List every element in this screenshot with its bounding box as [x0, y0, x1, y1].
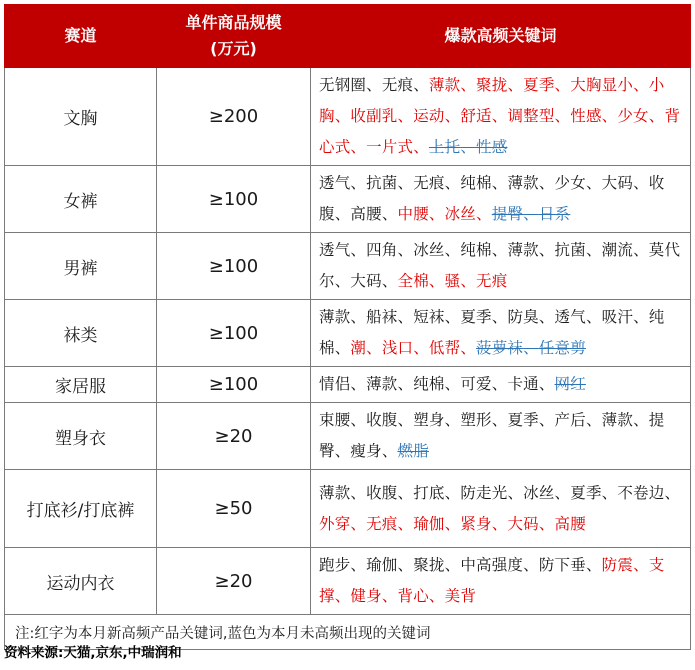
keyword: 潮 — [350, 339, 367, 357]
keyword: 大码 — [507, 514, 539, 533]
keyword-separator: 、 — [444, 556, 461, 574]
keyword-separator: 、 — [350, 241, 367, 259]
keyword-separator: 、 — [381, 587, 398, 605]
scale-cell: ≥100 — [157, 166, 311, 233]
keyword: 运动 — [413, 107, 445, 125]
keyword: 中腰 — [397, 205, 429, 223]
keyword-separator: 、 — [633, 556, 649, 574]
keyword: 潮流 — [601, 241, 634, 259]
scale-cell: ≥100 — [157, 233, 311, 300]
keyword: 任意剪 — [538, 339, 586, 357]
keyword-separator: 、 — [601, 483, 618, 502]
keyword-separator: 、 — [428, 205, 445, 223]
keyword-separator: 、 — [381, 205, 398, 223]
keyword-separator: 、 — [507, 483, 524, 502]
header-track: 赛道 — [5, 5, 157, 68]
keyword-separator: 、 — [538, 241, 555, 259]
track-cell: 家居服 — [5, 367, 157, 403]
keyword: 抗菌 — [554, 241, 586, 259]
keyword: 收腹 — [366, 411, 398, 429]
keyword-separator: 、 — [538, 411, 555, 429]
keyword: 燃脂 — [397, 442, 429, 460]
keyword-separator: 、 — [350, 483, 367, 502]
keyword: 调整型 — [507, 107, 555, 125]
keyword: 夏季 — [507, 411, 539, 429]
keyword: 中高强度 — [460, 556, 524, 574]
keyword-separator: 、 — [460, 76, 477, 94]
keyword-separator: 、 — [585, 411, 602, 429]
keyword-separator: 、 — [334, 587, 351, 605]
keyword: 无钢圈 — [319, 76, 367, 94]
keyword: 高腰 — [554, 514, 586, 533]
scale-cell: ≥50 — [157, 470, 311, 548]
keyword-separator: 、 — [460, 272, 477, 290]
keyword: 纯棉 — [319, 308, 665, 357]
keyword: 大码 — [601, 174, 634, 192]
keyword: 薄款 — [319, 483, 351, 502]
table-row — [5, 166, 691, 233]
keyword: 大胸显小 — [570, 76, 634, 94]
keyword-separator: 、 — [334, 107, 351, 125]
keyword-separator: 、 — [444, 308, 461, 326]
scale-cell: ≥20 — [157, 548, 311, 615]
keyword: 提臀 — [319, 411, 665, 460]
keyword: 无痕 — [413, 174, 445, 192]
keyword: 防走光 — [460, 483, 508, 502]
keyword: 日系 — [538, 205, 571, 223]
scale-cell: ≥200 — [157, 68, 311, 166]
keyword: 薄款 — [507, 174, 539, 192]
keyword-separator: 、 — [334, 205, 351, 223]
keyword-separator: 、 — [648, 107, 665, 125]
keyword-separator: 、 — [491, 107, 508, 125]
track-cell: 打底衫/打底裤 — [5, 470, 157, 548]
keyword-separator: 、 — [350, 375, 367, 393]
keyword-separator: 、 — [585, 174, 602, 192]
keyword: 束腰 — [319, 411, 351, 429]
keyword: 网红 — [554, 375, 586, 393]
keyword-separator: 、 — [397, 483, 414, 502]
keyword-separator: 、 — [444, 411, 461, 429]
keyword-separator: 、 — [350, 411, 367, 429]
keyword-separator: 、 — [664, 483, 681, 502]
keyword-separator: 、 — [334, 339, 351, 357]
table-row — [5, 367, 691, 403]
keyword-separator: 、 — [428, 587, 445, 605]
keyword-separator: 、 — [476, 205, 492, 223]
keyword: 冰丝 — [444, 205, 477, 223]
keyword: 冰丝 — [413, 241, 445, 259]
keyword: 卡通 — [507, 375, 539, 393]
keyword: 可爱 — [460, 375, 492, 393]
table-row — [5, 233, 691, 300]
keyword: 船袜 — [366, 308, 398, 326]
keyword-separator: 、 — [350, 308, 367, 326]
keyword: 无痕 — [366, 514, 398, 533]
note-text: 注:红字为本月新高频产品关键词,蓝色为本月未高频出现的关键词 — [5, 615, 691, 650]
keyword-separator: 、 — [507, 76, 524, 94]
track-cell: 袜类 — [5, 300, 157, 367]
keyword: 聚拢 — [413, 556, 445, 574]
keyword-separator: 、 — [397, 514, 414, 533]
keyword-separator: 、 — [381, 272, 398, 290]
keyword: 四角 — [366, 241, 398, 259]
keyword-separator: 、 — [460, 339, 477, 357]
keyword-separator: 、 — [491, 514, 508, 533]
keywords-cell — [311, 403, 691, 470]
keyword: 美背 — [444, 587, 477, 605]
keyword: 收副乳 — [350, 107, 398, 125]
keyword-separator: 、 — [397, 411, 414, 429]
keyword: 短袜 — [413, 308, 445, 326]
keyword: 骚 — [444, 272, 461, 290]
keyword-separator: 、 — [350, 514, 367, 533]
keyword: 少女 — [617, 107, 649, 125]
keyword: 收腹 — [366, 483, 398, 502]
keyword: 瑜伽 — [413, 514, 445, 533]
keyword-separator: 、 — [633, 76, 649, 94]
keyword: 薄款 — [507, 241, 539, 259]
keyword-separator: 、 — [350, 138, 367, 156]
header-scale-line1: 单件商品规模 — [185, 13, 282, 32]
keyword: 提臀 — [491, 205, 524, 223]
keyword: 纯棉 — [413, 375, 445, 393]
keyword-separator: 、 — [633, 308, 649, 326]
track-cell: 文胸 — [5, 68, 157, 166]
keyword: 高腰 — [350, 205, 382, 223]
keyword-separator: 、 — [585, 308, 602, 326]
keywords-cell — [311, 470, 691, 548]
header-keywords: 爆款高频关键词 — [311, 5, 691, 68]
keyword: 聚拢 — [476, 76, 508, 94]
keyword-separator: 、 — [633, 174, 649, 192]
keyword-separator: 、 — [491, 308, 508, 326]
table-body — [5, 68, 691, 615]
keyword-separator: 、 — [397, 556, 414, 574]
keyword-separator: 、 — [350, 556, 367, 574]
keyword: 性感 — [570, 107, 602, 125]
keyword: 支撑 — [319, 556, 665, 605]
keyword: 低帮 — [428, 339, 461, 357]
keyword: 抗菌 — [366, 174, 398, 192]
keyword: 小胸 — [319, 76, 665, 125]
keyword: 塑形 — [460, 411, 492, 429]
keyword: 大码 — [350, 272, 382, 290]
table-row — [5, 403, 691, 470]
keyword-separator: 、 — [538, 174, 555, 192]
keyword: 跑步 — [319, 556, 351, 574]
track-cell: 男裤 — [5, 233, 157, 300]
keyword: 收腹 — [319, 174, 665, 223]
keyword-separator: 、 — [585, 556, 602, 574]
keyword: 薄款 — [366, 375, 398, 393]
keyword-separator: 、 — [444, 514, 461, 533]
keyword: 夏季 — [570, 483, 602, 502]
keyword-separator: 、 — [601, 107, 618, 125]
keyword: 纯棉 — [460, 174, 492, 192]
keyword-separator: 、 — [554, 107, 571, 125]
scale-cell: ≥20 — [157, 403, 311, 470]
keyword: 全棉 — [397, 272, 429, 290]
keyword: 紧身 — [460, 514, 492, 533]
track-cell: 运动内衣 — [5, 548, 157, 615]
keyword-separator: 、 — [350, 174, 367, 192]
keyword-separator: 、 — [444, 483, 461, 502]
keyword: 薄款 — [319, 308, 351, 326]
keyword-separator: 、 — [554, 483, 571, 502]
keyword-separator: 、 — [444, 174, 461, 192]
keyword-separator: 、 — [397, 241, 414, 259]
keyword: 薄款 — [428, 76, 461, 94]
keyword: 浅口 — [381, 339, 414, 357]
keyword: 打底 — [413, 483, 445, 502]
keyword: 上托 — [428, 138, 461, 156]
keyword: 少女 — [554, 174, 586, 192]
keyword: 不卷边 — [617, 483, 665, 502]
keywords-cell — [311, 166, 691, 233]
header-scale-line2: (万元) — [210, 39, 257, 58]
keyword: 瑜伽 — [366, 556, 398, 574]
keyword-separator: 、 — [381, 442, 398, 460]
keyword-separator: 、 — [491, 174, 508, 192]
keyword-separator: 、 — [444, 241, 461, 259]
keyword: 健身 — [350, 587, 382, 605]
source-note: 资料来源:天猫,京东,中瑞润和 — [4, 645, 182, 661]
keyword-separator: 、 — [538, 308, 555, 326]
keywords-cell — [311, 233, 691, 300]
keyword-separator: 、 — [523, 556, 539, 574]
keyword-separator: 、 — [491, 411, 508, 429]
keywords-cell — [311, 548, 691, 615]
keyword-separator: 、 — [538, 375, 555, 393]
keyword: 一片式 — [366, 138, 414, 156]
keyword-separator: 、 — [633, 241, 649, 259]
track-cell: 女裤 — [5, 166, 157, 233]
scale-cell: ≥100 — [157, 367, 311, 403]
keyword: 防臭 — [507, 308, 539, 326]
keyword: 外穿 — [319, 514, 351, 533]
keyword-separator: 、 — [585, 241, 602, 259]
keyword-separator: 、 — [523, 339, 539, 357]
keyword: 无痕 — [476, 272, 508, 290]
keyword-separator: 、 — [633, 411, 649, 429]
keyword: 夏季 — [523, 76, 555, 94]
keyword: 冰丝 — [523, 483, 555, 502]
keyword: 吸汗 — [601, 308, 634, 326]
keyword-separator: 、 — [334, 272, 351, 290]
keyword: 背心式 — [319, 107, 681, 156]
keyword-separator: 、 — [397, 375, 414, 393]
scale-cell: ≥100 — [157, 300, 311, 367]
table-row — [5, 470, 691, 548]
keyword-table — [4, 4, 691, 650]
keyword: 塑身 — [413, 411, 445, 429]
keyword-separator: 、 — [428, 272, 445, 290]
table-row — [5, 68, 691, 166]
keyword-separator: 、 — [444, 375, 461, 393]
keyword-separator: 、 — [366, 76, 382, 94]
keyword-separator: 、 — [491, 375, 508, 393]
keyword: 情侣 — [319, 375, 351, 393]
keyword: 背心 — [397, 587, 429, 605]
keyword: 产后 — [554, 411, 586, 429]
keywords-cell — [311, 367, 691, 403]
header-row — [5, 5, 691, 68]
keyword: 防下垂 — [538, 556, 586, 574]
keyword-separator: 、 — [491, 241, 508, 259]
keyword: 无痕 — [381, 76, 414, 94]
keyword: 舒适 — [460, 107, 492, 125]
keyword-separator: 、 — [413, 339, 429, 357]
keyword-separator: 、 — [460, 138, 477, 156]
keywords-cell — [311, 300, 691, 367]
keyword-separator: 、 — [397, 107, 414, 125]
keyword: 纯棉 — [460, 241, 492, 259]
header-scale — [157, 5, 311, 68]
keyword: 透气 — [554, 308, 586, 326]
keyword-separator: 、 — [538, 514, 555, 533]
keyword: 莫代尔 — [319, 241, 681, 290]
keyword-separator: 、 — [397, 308, 414, 326]
track-cell: 塑身衣 — [5, 403, 157, 470]
table-row — [5, 300, 691, 367]
keyword: 透气 — [319, 241, 351, 259]
keyword: 夏季 — [460, 308, 492, 326]
keyword-separator: 、 — [554, 76, 571, 94]
keyword: 性感 — [476, 138, 508, 156]
keyword: 薄款 — [601, 411, 634, 429]
keyword: 菠萝袜 — [476, 339, 524, 357]
keyword-separator: 、 — [397, 174, 414, 192]
keyword-separator: 、 — [366, 339, 382, 357]
keyword-separator: 、 — [413, 76, 429, 94]
keyword-separator: 、 — [334, 442, 351, 460]
keyword-separator: 、 — [523, 205, 539, 223]
keyword: 瘦身 — [350, 442, 382, 460]
keyword-separator: 、 — [444, 107, 461, 125]
keyword-separator: 、 — [413, 138, 429, 156]
table-row — [5, 548, 691, 615]
keyword: 防震 — [601, 556, 634, 574]
keywords-cell — [311, 68, 691, 166]
keyword: 透气 — [319, 174, 351, 192]
